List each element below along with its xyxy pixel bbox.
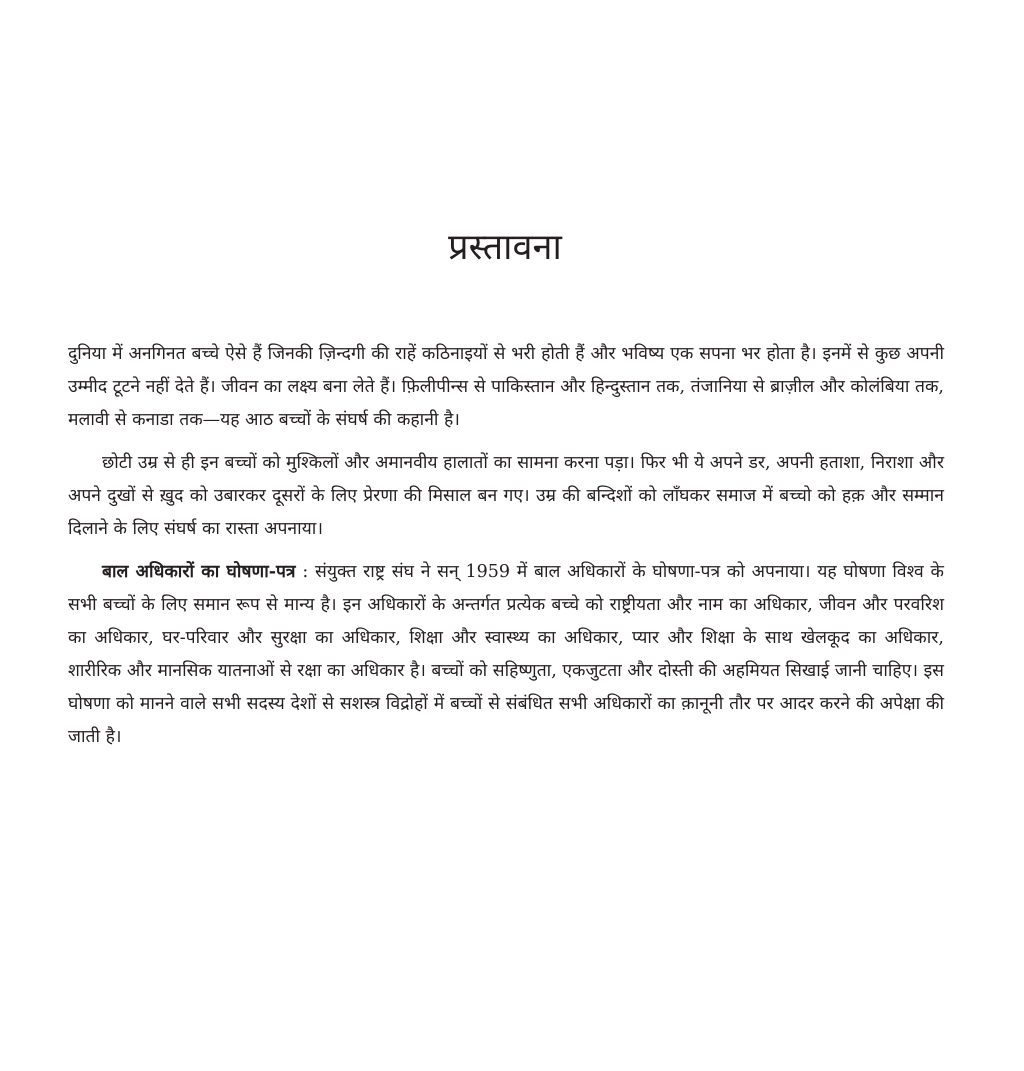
paragraph-intro: दुनिया में अनगिनत बच्चे ऐसे हैं जिनकी ज़िन्दगी की राहें कठिनाइयों से भरी होती हैं और भविष्य एक सपना भर होता है। इनमें से कुछ अपनी उम्मीद टूटने नहीं देते हैं। जीवन का लक्ष्य बना लेते हैं। फ़िलीपीन्स से पाकिस्तान और हिन्दुस्तान तक, तंजानिया से ब्राज़ील और कोलंबिया तक, मलावी से कनाडा तक—यह आठ बच्चों के संघर्ष की कहानी है। <box>68 344 944 430</box>
paragraph-struggle: छोटी उम्र से ही इन बच्चों को मुश्किलों और अमानवीय हालातों का सामना करना पड़ा। फिर भी ये अपने डर, अपनी हताशा, निराशा और अपने दुखों से ख़ुद को उबारकर दूसरों के लिए प्रेरणा की मिसाल बन गए। उम्र की बन्दिशों को लाँघकर समाज में बच्चो को हक़ और सम्मान दिलाने के लिए संघर्ष का रास्ता अपनाया। <box>68 453 944 539</box>
paragraph-declaration <box>68 556 944 754</box>
body-text <box>68 338 944 764</box>
paragraph-declaration-text: : संयुक्त राष्ट्र संघ ने सन् 1959 में बाल अधिकारों के घोषणा-पत्र को अपनाया। यह घोषणा विश्व के सभी बच्चों के लिए समान रूप से मान्य है। इन अधिकारों के अन्तर्गत प्रत्येक बच्चे को राष्ट्रीयता और नाम का अधिकार, जीवन और परवरिश का अधिकार, घर-परिवार और सुरक्षा का अधिकार, शिक्षा और स्वास्थ्य का अधिकार, प्यार और शिक्षा के साथ खेलकूद का अधिकार, शारीरिक और मानसिक यातनाओं से रक्षा का अधिकार है। बच्चों को सहिष्णुता, एकजुटता और दोस्ती की अहमियत सिखाई जानी चाहिए। इस घोषणा को मानने वाले सभी सदस्य देशों से सशस्त्र विद्रोहों में बच्चों से संबंधित सभी अधिकारों का क़ानूनी तौर पर आदर करने की अपेक्षा की जाती है। <box>68 562 944 747</box>
page-title: प्रस्तावना <box>448 227 562 268</box>
paragraph-lead-heading: बाल अधिकारों का घोषणा-पत्र <box>102 562 296 582</box>
